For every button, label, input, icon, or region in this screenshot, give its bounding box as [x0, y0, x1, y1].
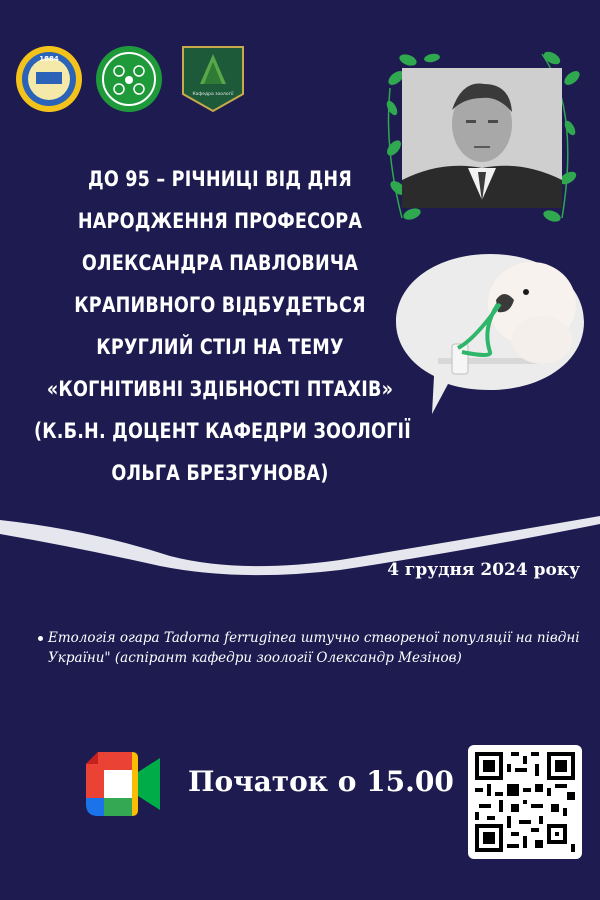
headline-line: (К.Б.Н. ДОЦЕНТ КАФЕДРИ ЗООЛОГІЇ: [34, 419, 411, 443]
headline-line: НАРОДЖЕННЯ ПРОФЕСОРА: [77, 209, 363, 233]
logo-year: 1884: [39, 55, 59, 63]
headline-line: КРУГЛИЙ СТІЛ НА ТЕМУ: [96, 335, 344, 359]
headline-line: ДО 95 – РІЧНИЦІ ВІД ДНЯ: [88, 167, 352, 191]
university-logo-icon: [14, 44, 84, 114]
professor-portrait: [402, 68, 562, 208]
start-time: Початок о 15.00: [188, 765, 454, 798]
parrot-speech-bubble: [392, 248, 588, 418]
headline-line: КРАПИВНОГО ВІДБУДЕТЬСЯ: [74, 293, 366, 317]
faculty-logo-icon: [94, 44, 164, 114]
program-list-item: [48, 628, 588, 668]
headline-line: «КОГНІТИВНІ ЗДІБНОСТІ ПТАХІВ»: [46, 377, 394, 401]
google-meet-icon[interactable]: [84, 750, 162, 818]
department-logo-text: Кафедра зоології: [192, 92, 234, 97]
portrait-frame: [382, 48, 582, 226]
department-logo-icon: [180, 44, 246, 114]
headline-line: ОЛЬГА БРЕЗГУНОВА): [111, 461, 329, 485]
qr-code[interactable]: [468, 745, 582, 859]
qr-code-icon: [475, 752, 575, 852]
bullet-dot-icon: [38, 636, 43, 641]
event-date: 4 грудня 2024 року: [387, 560, 580, 580]
logo-row: [14, 44, 254, 116]
headline-line: ОЛЕКСАНДРА ПАВЛОВИЧА: [81, 251, 359, 275]
program-item-text: Етологія огара Tadorna ferruginea штучно створеної популяції на півдні України" (аспірант кафедри зоології Олександр Мезінов): [48, 630, 580, 666]
event-headline: [34, 158, 411, 494]
